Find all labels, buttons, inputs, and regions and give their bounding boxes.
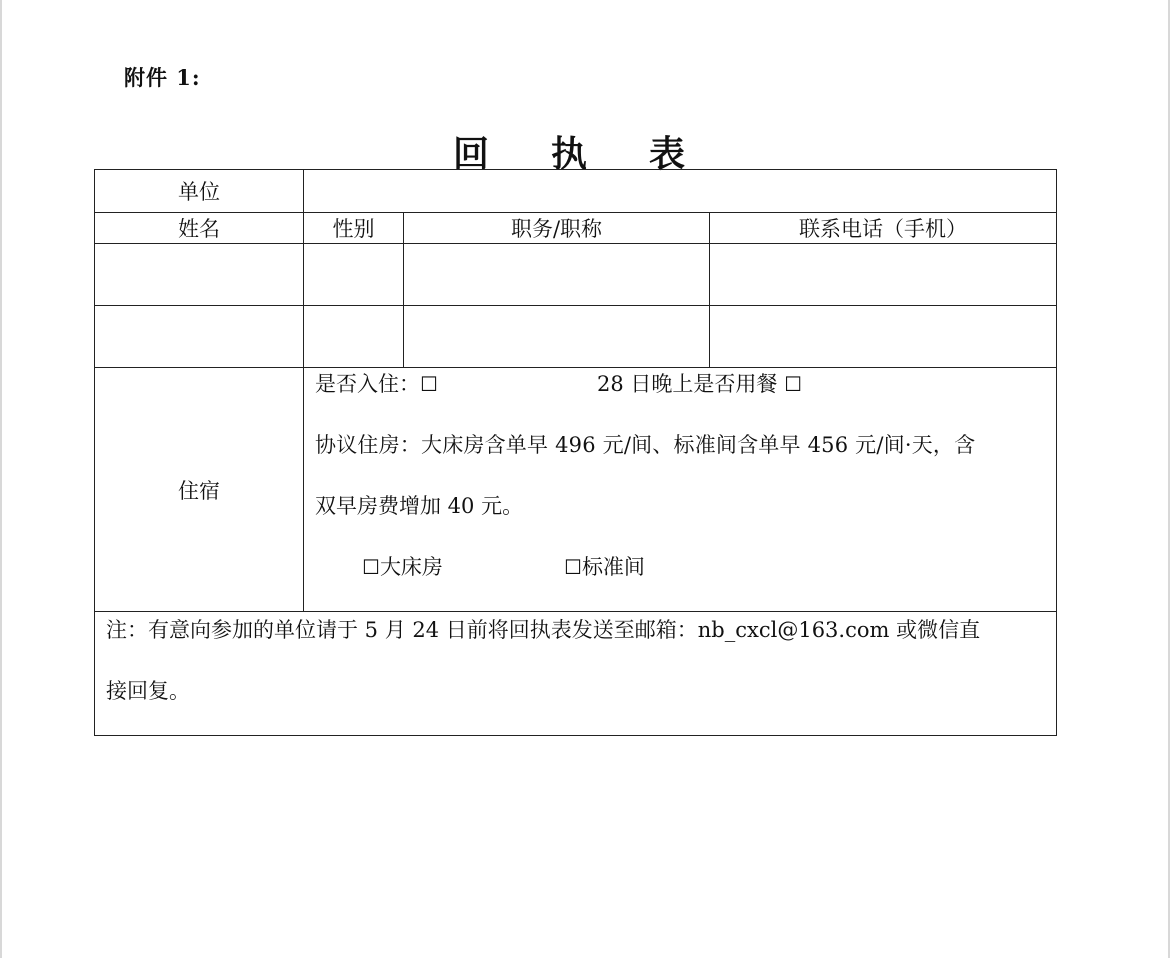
phone-cell[interactable] [710, 244, 1057, 306]
stay-dinner-line [315, 372, 803, 396]
phone-cell[interactable] [710, 306, 1057, 368]
name-cell[interactable] [95, 306, 304, 368]
lodging-details [304, 368, 1057, 612]
rates-line-2: 双早房费增加 40 元。 [315, 494, 524, 518]
lodging-row [95, 368, 1057, 612]
receipt-form-table [94, 169, 1057, 736]
header-row [95, 213, 1057, 244]
king-room-option[interactable] [362, 555, 443, 579]
note-cell [95, 612, 1057, 736]
dinner-checkbox[interactable]: ☐ [784, 372, 803, 396]
standard-room-label: 标准间 [581, 555, 645, 579]
header-phone: 联系电话（手机） [710, 213, 1057, 244]
rates-line-1: 协议住房：大床房含单早 496 元/间、标准间含单早 456 元/间·天，含 [315, 433, 976, 457]
note-line-1: 注：有意向参加的单位请于 5 月 24 日前将回执表发送至邮箱：nb_cxcl@163.com 或微信直 [106, 618, 981, 642]
unit-input-cell[interactable] [304, 170, 1057, 213]
header-position: 职务/职称 [404, 213, 710, 244]
position-cell[interactable] [404, 244, 710, 306]
position-cell[interactable] [404, 306, 710, 368]
document-title: 回执表 [452, 133, 747, 175]
standard-room-checkbox[interactable]: ☐ [564, 555, 582, 579]
note-line-2: 接回复。 [106, 679, 190, 703]
room-options [362, 555, 645, 579]
dinner-question: 28 日晚上是否用餐 [597, 372, 778, 396]
attachment-label: 附件 1: [124, 65, 201, 90]
lodging-label: 住宿 [95, 368, 304, 612]
stay-checkbox[interactable]: ☐ [420, 372, 438, 396]
king-room-checkbox[interactable]: ☐ [362, 555, 380, 579]
note-row [95, 612, 1057, 736]
stay-question: 是否入住： [315, 372, 420, 396]
name-cell[interactable] [95, 244, 304, 306]
header-name: 姓名 [95, 213, 304, 244]
dinner-group [597, 372, 802, 396]
unit-row [95, 170, 1057, 213]
gender-cell[interactable] [304, 244, 404, 306]
header-gender: 性别 [304, 213, 404, 244]
table-row [95, 306, 1057, 368]
unit-label: 单位 [95, 170, 304, 213]
king-room-label: 大床房 [379, 555, 443, 579]
table-row [95, 244, 1057, 306]
gender-cell[interactable] [304, 306, 404, 368]
standard-room-option[interactable] [564, 555, 645, 579]
